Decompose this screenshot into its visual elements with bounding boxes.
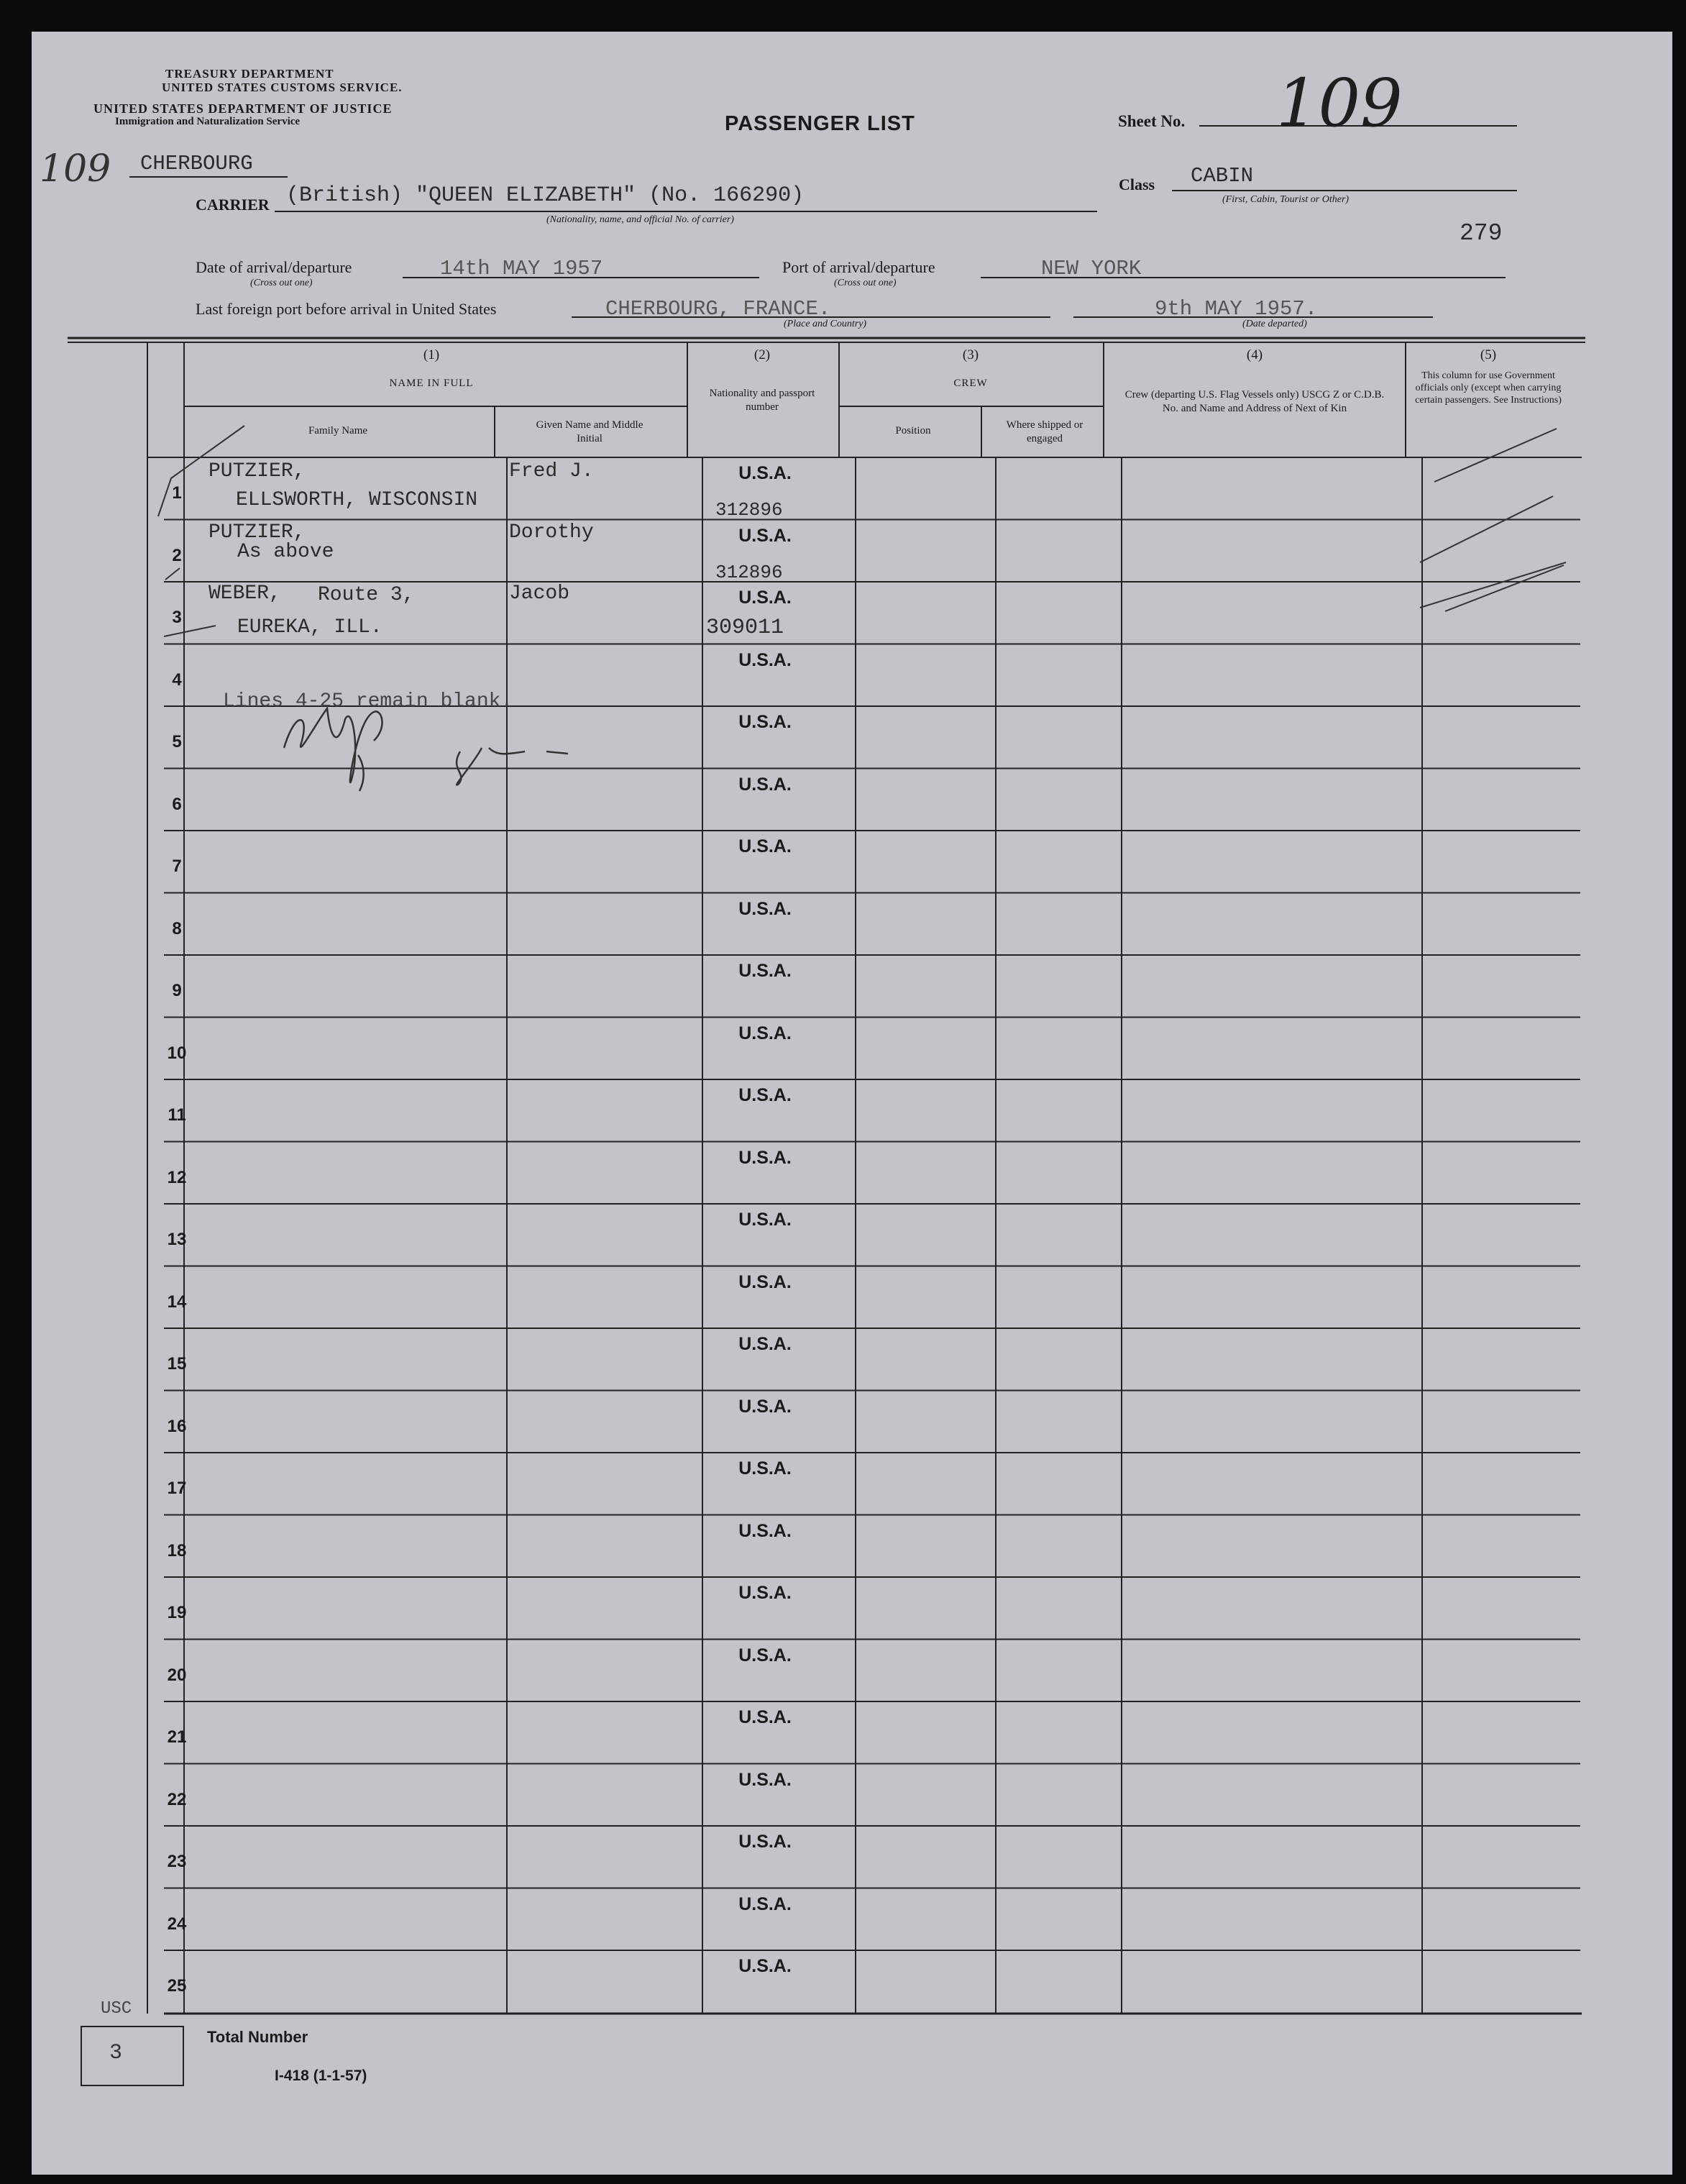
nationality-value: U.S.A.	[738, 1271, 792, 1292]
sheet-number: 109	[1276, 65, 1403, 142]
nationality-header: Nationality and passport number	[709, 388, 815, 413]
row-number: 19	[167, 1603, 187, 1623]
nationality-value: U.S.A.	[738, 649, 792, 670]
row-number: 4	[172, 670, 182, 690]
row-number: 25	[167, 1976, 187, 1996]
nationality-value: U.S.A.	[738, 1832, 792, 1852]
family-name-header: Family Name	[308, 425, 368, 437]
total-count: 3	[109, 2041, 123, 2065]
class-label: Class	[1119, 175, 1155, 193]
nationality-value: U.S.A.	[738, 1956, 792, 1976]
nationality-value: U.S.A.	[738, 774, 792, 795]
row-number: 1	[172, 483, 182, 503]
row-number: 8	[172, 918, 182, 938]
col2-number: (2)	[753, 347, 771, 362]
entry3-given-name: Jacob	[509, 582, 570, 605]
entry3-family-name: WEBER,	[209, 582, 281, 605]
next-of-kin-header: Crew (departing U.S. Flag Vessels only) USCG Z or C.D.B. No. and Name and Address of Next of Kin	[1124, 389, 1385, 414]
agency-line-1: TREASURY DEPARTMENT	[165, 67, 334, 81]
entry2-given-name: Dorothy	[509, 521, 594, 544]
crew-header: CREW	[953, 378, 988, 389]
agency-line-3: UNITED STATES DEPARTMENT OF JUSTICE	[93, 101, 393, 116]
port-value: NEW YORK	[1041, 257, 1142, 280]
nationality-value: U.S.A.	[738, 836, 792, 856]
nationality-value: U.S.A.	[738, 1085, 792, 1105]
nationality-value: U.S.A.	[738, 1893, 792, 1914]
row-number: 20	[167, 1665, 187, 1685]
last-port-label: Last foreign port before arrival in United States	[196, 300, 497, 318]
page-number: 279	[1460, 220, 1503, 247]
entry1-family-name: PUTZIER,	[209, 460, 306, 483]
office-name: CHERBOURG	[140, 152, 253, 175]
nationality-value: U.S.A.	[738, 1334, 792, 1354]
entry3-route: Route 3,	[318, 584, 415, 606]
nationality-value: U.S.A.	[738, 525, 792, 546]
page-title: PASSENGER LIST	[725, 112, 915, 135]
col4-number: (4)	[1246, 347, 1263, 362]
date-label: Date of arrival/departure	[196, 258, 352, 276]
date-value: 14th MAY 1957	[440, 257, 603, 280]
row-number: 3	[172, 608, 182, 628]
entry3-address: EUREKA, ILL.	[237, 616, 382, 639]
row-number: 24	[167, 1914, 187, 1934]
date-crossout-note: (Cross out one)	[250, 278, 313, 288]
total-number-label: Total Number	[207, 2028, 308, 2046]
nationality-value: U.S.A.	[738, 463, 792, 483]
row-number: 23	[167, 1852, 187, 1872]
row-number: 18	[167, 1540, 187, 1561]
row-number: 17	[167, 1479, 187, 1499]
nationality-value: U.S.A.	[738, 1396, 792, 1417]
nationality-value: U.S.A.	[738, 1645, 792, 1666]
row-number: 10	[167, 1043, 187, 1063]
margin-note: 109	[40, 147, 111, 191]
port-label: Port of arrival/departure	[782, 258, 935, 276]
usc-label: USC	[101, 1999, 132, 2019]
entry2-address: As above	[237, 541, 334, 563]
row-number: 22	[167, 1789, 187, 1809]
col5-number: (5)	[1480, 347, 1497, 362]
sheet-label: Sheet No.	[1118, 112, 1186, 130]
class-caption: (First, Cabin, Tourist or Other)	[1222, 194, 1350, 205]
given-name-header: Given Name and Middle Initial	[536, 419, 643, 444]
col3-number: (3)	[962, 347, 979, 362]
form-number: I-418 (1-1-57)	[275, 2068, 367, 2084]
where-shipped-header: Where shipped or engaged	[1006, 419, 1083, 444]
row-number: 6	[172, 794, 182, 814]
nationality-value: U.S.A.	[738, 1023, 792, 1043]
nationality-value: U.S.A.	[738, 1707, 792, 1727]
nationality-value: U.S.A.	[738, 1458, 792, 1479]
row-number: 14	[167, 1292, 187, 1312]
entry1-address: ELLSWORTH, WISCONSIN	[236, 489, 478, 511]
last-port-caption: (Place and Country)	[784, 319, 867, 329]
row-number: 7	[172, 856, 182, 877]
nationality-value: U.S.A.	[738, 1520, 792, 1541]
entry1-given-name: Fred J.	[509, 460, 594, 483]
row-number: 15	[167, 1354, 187, 1374]
nationality-value: U.S.A.	[738, 898, 792, 919]
port-crossout-note: (Cross out one)	[834, 278, 897, 288]
entry1-passport: 312896	[715, 499, 783, 521]
date-departed-value: 9th MAY 1957.	[1155, 297, 1318, 321]
agency-line-4: Immigration and Naturalization Service	[115, 116, 301, 127]
entry3-passport: 309011	[706, 616, 784, 640]
entry2-passport: 312896	[715, 562, 783, 583]
position-header: Position	[895, 425, 931, 437]
agency-line-2: UNITED STATES CUSTOMS SERVICE.	[162, 81, 403, 94]
col1-title: NAME IN FULL	[389, 378, 474, 389]
last-port-value: CHERBOURG, FRANCE.	[605, 297, 831, 321]
nationality-value: U.S.A.	[738, 1210, 792, 1230]
row-number: 11	[168, 1105, 186, 1125]
row-number: 16	[167, 1416, 187, 1436]
row-number: 2	[172, 545, 182, 565]
carrier-value: (British) "QUEEN ELIZABETH" (No. 166290)	[286, 183, 805, 208]
carrier-label: CARRIER	[196, 196, 270, 214]
nationality-value: U.S.A.	[738, 1147, 792, 1168]
col1-number: (1)	[423, 347, 440, 362]
row-number: 9	[172, 981, 182, 1001]
class-value: CABIN	[1191, 164, 1254, 188]
row-number: 12	[167, 1167, 187, 1187]
entry2-family-name: PUTZIER,	[209, 521, 306, 544]
row-number: 5	[172, 732, 182, 752]
carrier-caption: (Nationality, name, and official No. of carrier)	[546, 214, 734, 225]
nationality-value: U.S.A.	[738, 1583, 792, 1603]
nationality-value: U.S.A.	[738, 1769, 792, 1790]
nationality-value: U.S.A.	[738, 712, 792, 732]
government-use-header: This column for use Government officials only (except when carrying certain passengers. See Instructions)	[1415, 370, 1562, 406]
row-number: 21	[167, 1727, 187, 1747]
row-number: 13	[167, 1230, 187, 1250]
nationality-value: U.S.A.	[738, 961, 792, 981]
date-departed-caption: (Date departed)	[1242, 319, 1307, 329]
nationality-value: U.S.A.	[738, 588, 792, 608]
blank-lines-note: Lines 4-25 remain blank.	[223, 690, 513, 713]
